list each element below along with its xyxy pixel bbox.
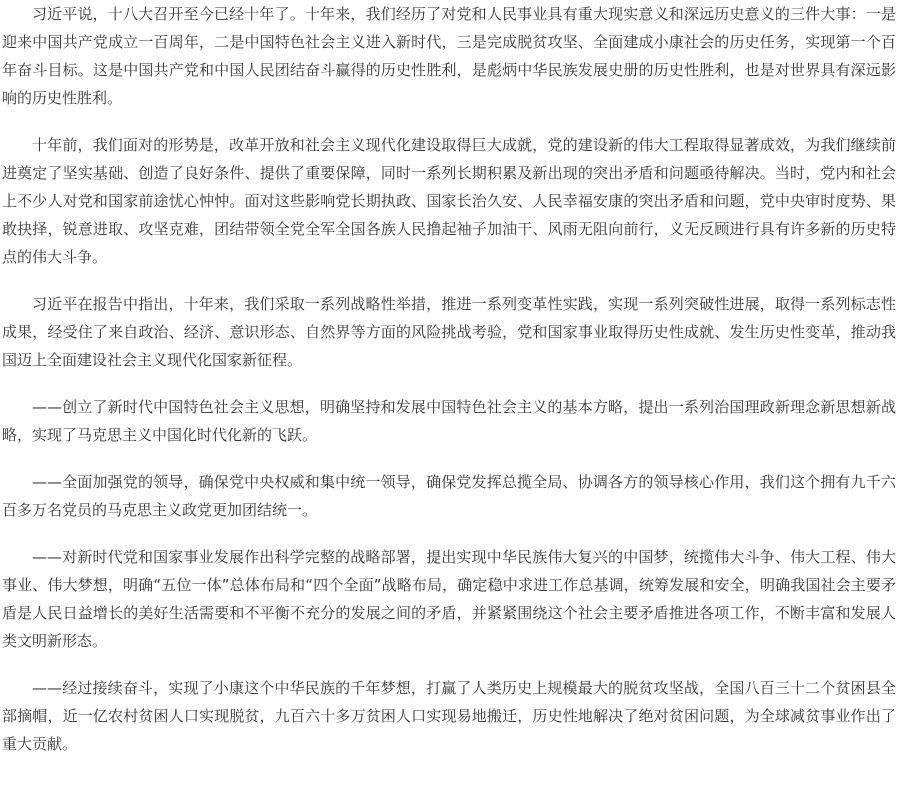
paragraph-4: ——创立了新时代中国特色社会主义思想，明确坚持和发展中国特色社会主义的基本方略，提出一系列治国理政新理念新思想新战略，实现了马克思主义中国化时代化新的飞跃。 [2, 398, 896, 444]
paragraph-3: 习近平在报告中指出，十年来，我们采取一系列战略性举措，推进一系列变革性实践，实现一系列突破性进展，取得一系列标志性成果，经受住了来自政治、经济、意识形态、自然界等方面的风险挑战考验，党和国家事业取得历史性成就、发生历史性变革，推动我国迈上全面建设社会主义现代化国家新征程。 [2, 295, 896, 369]
paragraph-5: ——全面加强党的领导，确保党中央权威和集中统一领导，确保党发挥总揽全局、协调各方的领导核心作用，我们这个拥有九千六百多万名党员的马克思主义政党更加团结统一。 [2, 473, 896, 519]
paragraph-6: ——对新时代党和国家事业发展作出科学完整的战略部署，提出实现中华民族伟大复兴的中国梦，统揽伟大斗争、伟大工程、伟大事业、伟大梦想，明确“五位一体”总体布局和“四个全面”战略布局，确定稳中求进工作总基调，统筹发展和安全，明确我国社会主要矛盾是人民日益增长的美好生活需要和不平衡不充分的发展之间的矛盾，并紧紧围绕这个社会主要矛盾推进各项工作，不断丰富和发展人类文明新形态。 [2, 548, 896, 650]
paragraph-7: ——经过接续奋斗，实现了小康这个中华民族的千年梦想，打赢了人类历史上规模最大的脱贫攻坚战，全国八百三十二个贫困县全部摘帽，近一亿农村贫困人口实现脱贫，九百六十多万贫困人口实现易地搬迁，历史性地解决了绝对贫困问题，为全球减贫事业作出了重大贡献。 [2, 679, 896, 753]
paragraph-2: 十年前，我们面对的形势是，改革开放和社会主义现代化建设取得巨大成就，党的建设新的伟大工程取得显著成效，为我们继续前进奠定了坚实基础、创造了良好条件、提供了重要保障，同时一系列长期积累及新出现的突出矛盾和问题亟待解决。当时，党内和社会上不少人对党和国家前途忧心忡忡。面对这些影响党长期执政、国家长治久安、人民幸福安康的突出矛盾和问题，党中央审时度势、果敢抉择，锐意进取、攻坚克难，团结带领全党全军全国各族人民撸起袖子加油干、风雨无阻向前行，义无反顾进行具有许多新的历史特点的伟大斗争。 [2, 136, 896, 266]
paragraph-1: 习近平说，十八大召开至今已经十年了。十年来，我们经历了对党和人民事业具有重大现实意义和深远历史意义的三件大事：一是迎来中国共产党成立一百周年，二是中国特色社会主义进入新时代，三是完成脱贫攻坚、全面建成小康社会的历史任务，实现第一个百年奋斗目标。这是中国共产党和中国人民团结奋斗赢得的历史性胜利，是彪炳中华民族发展史册的历史性胜利，也是对世界具有深远影响的历史性胜利。 [2, 5, 896, 107]
